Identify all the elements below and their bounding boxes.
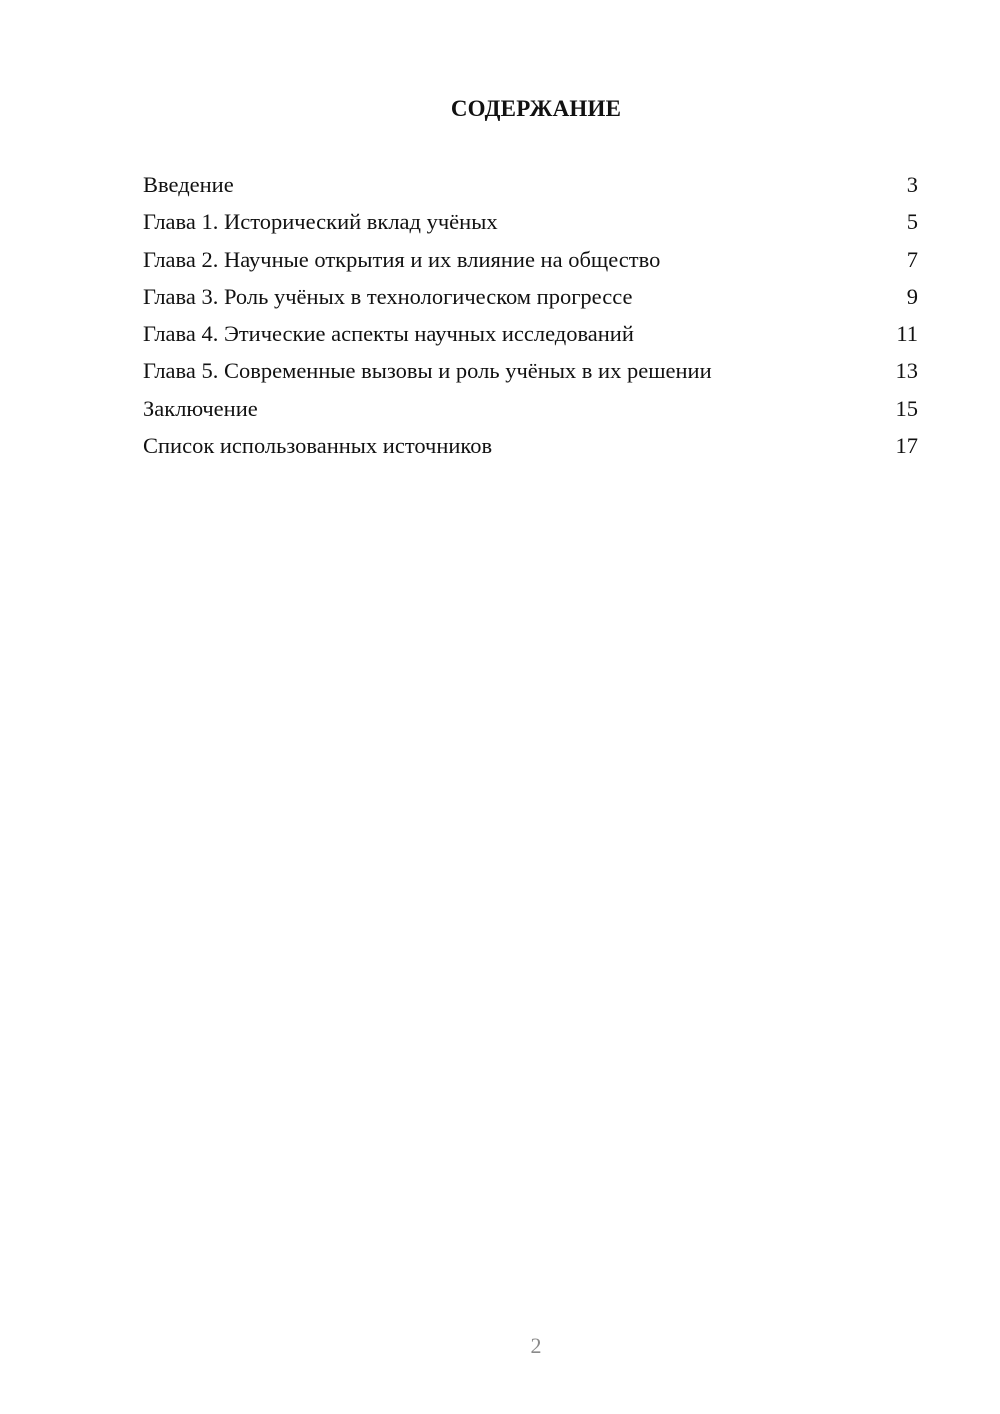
toc-entry-page: 11 <box>896 321 918 347</box>
toc-entry-label: Введение <box>143 172 234 197</box>
toc-entry-label: Глава 5. Современные вызовы и роль учёных в их решении <box>143 358 712 384</box>
toc-entry-page: 15 <box>895 395 918 421</box>
toc-entry <box>143 430 918 467</box>
toc-entry-label: Глава 3. Роль учёных в технологическом прогрессе <box>143 283 633 309</box>
toc-entry-page: 7 <box>906 246 918 272</box>
toc-entry-page: 9 <box>906 283 918 309</box>
toc-entry <box>143 355 918 392</box>
toc-entry-page: 3 <box>906 172 918 197</box>
toc-entry <box>143 393 918 430</box>
toc-entry-label: Глава 2. Научные открытия и их влияние на общество <box>143 246 661 272</box>
toc-heading: СОДЕРЖАНИЕ <box>450 96 622 121</box>
toc-entry-page: 5 <box>906 209 918 235</box>
toc-entry-page: 17 <box>895 433 918 459</box>
toc-entry-label: Глава 4. Этические аспекты научных исследований <box>143 321 634 347</box>
toc-entry-label: Заключение <box>143 395 258 421</box>
toc-entry <box>143 169 918 206</box>
table-of-contents <box>143 169 918 467</box>
toc-entry <box>143 206 918 243</box>
toc-entry <box>143 281 918 318</box>
toc-entry <box>143 318 918 355</box>
toc-entry <box>143 244 918 281</box>
toc-entry-page: 13 <box>895 358 918 384</box>
toc-entry-label: Список использованных источников <box>143 433 493 459</box>
page-number: 2 <box>530 1333 542 1358</box>
toc-entry-label: Глава 1. Исторический вклад учёных <box>143 209 498 235</box>
